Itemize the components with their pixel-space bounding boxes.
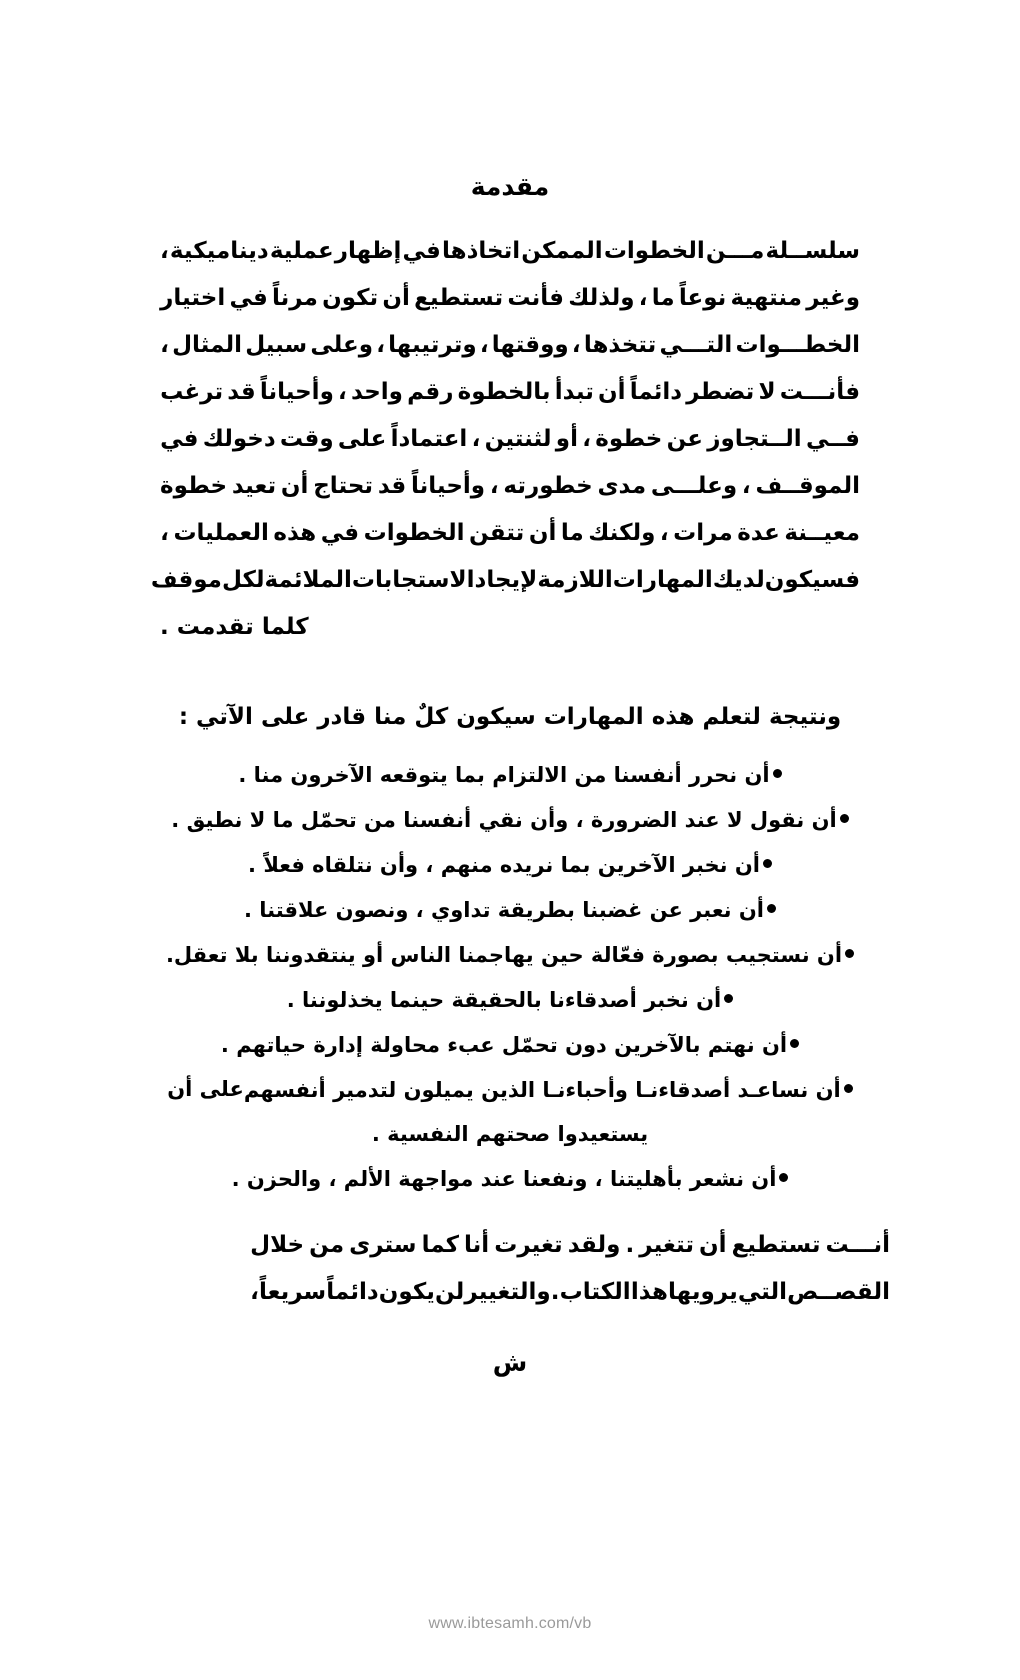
text-segment: سريعاً (258, 1279, 327, 1305)
text-segment: تحتاج (313, 473, 374, 499)
text-segment: الخطـــوات (735, 332, 860, 358)
text-segment: يكون (378, 1279, 435, 1305)
skills-bullet-list (140, 752, 880, 1201)
text-segment: التـــي (659, 332, 733, 358)
list-item-label: أن نقول لا عند الضرورة ، وأن نقي أنفسنا من تحمّل ما لا نطيق . (171, 808, 837, 832)
bullet-row (171, 797, 848, 842)
text-segment: دائماً (326, 1279, 379, 1305)
bullet-row (244, 887, 776, 932)
text-segment: أن (528, 520, 557, 546)
text-segment: ، (471, 426, 481, 452)
text-segment: . (625, 1232, 635, 1258)
text-segment: إظهار (334, 238, 402, 264)
text-segment: تعيد (231, 473, 277, 499)
text-segment: ولقد (567, 1232, 621, 1258)
text-segment: وعلـــى (650, 473, 738, 499)
text-segment: فأنت (507, 285, 564, 311)
text-segment: أو (555, 426, 578, 452)
text-segment: فــي (805, 426, 860, 452)
text-segment: في (320, 520, 360, 546)
bullet-row (166, 932, 854, 977)
list-item (140, 1067, 880, 1156)
bullet-row (287, 977, 734, 1022)
text-segment: اللازمة (537, 567, 613, 593)
text-segment: هذا (630, 1279, 668, 1305)
text-segment: خطوة (160, 473, 228, 499)
text-segment: لكل (221, 567, 265, 593)
text-segment: الــتجاوز (707, 426, 802, 452)
text-segment: ديناميكية (169, 238, 269, 264)
text-segment: لا (758, 379, 776, 405)
text-segment: أن (598, 379, 626, 405)
paragraph-line (160, 463, 860, 510)
list-item-label: أن نخبر أصدقاءنا بالحقيقة حينما يخذلوننا . (286, 988, 722, 1012)
bullet-row (244, 1067, 853, 1112)
paragraph-line: كلما تقدمت . (160, 614, 309, 640)
text-segment: العمليات (173, 520, 269, 546)
paragraph-line (160, 510, 860, 557)
text-segment: وغير (806, 285, 860, 311)
text-segment: نوعاً (678, 285, 727, 311)
text-segment: أن (382, 285, 410, 311)
text-segment: تكون (322, 285, 379, 311)
text-segment: خطوة (595, 426, 663, 452)
bullet-dot-icon (767, 904, 776, 913)
text-segment: قد (227, 379, 256, 405)
bullet-row (238, 752, 781, 797)
text-segment: موقف (150, 567, 222, 593)
text-segment: رقم (407, 379, 454, 405)
text-segment: في (229, 285, 268, 311)
list-item (140, 1156, 880, 1201)
text-segment: اتخاذها (442, 238, 521, 264)
text-segment: في (160, 426, 199, 452)
bullet-dot-icon (763, 859, 772, 868)
bullet-row (248, 842, 772, 887)
paragraph-introduction (150, 228, 860, 651)
text-segment: مرناً (272, 285, 318, 311)
text-segment: مدى (597, 473, 647, 499)
page-number: ش (492, 1348, 528, 1377)
list-item (140, 977, 880, 1022)
text-segment: ، (571, 332, 581, 358)
text-segment: تتغير (639, 1232, 694, 1258)
text-segment: وعلى (310, 332, 373, 358)
text-segment: تبدأ (554, 379, 594, 405)
text-segment: لديك (712, 567, 765, 593)
paragraph-line (250, 1222, 890, 1269)
text-segment: سترى (349, 1232, 417, 1258)
text-segment: . (550, 1279, 560, 1305)
text-segment: دائماً (629, 379, 683, 405)
bullet-dot-icon (845, 949, 854, 958)
text-segment: بالخطوة (457, 379, 551, 405)
text-segment: فسيكون (764, 567, 860, 593)
text-segment: فأنـــت (779, 379, 860, 405)
text-segment: أن (699, 1232, 727, 1258)
text-segment: الممكن (521, 238, 603, 264)
text-segment: وترتيبها (388, 332, 477, 358)
paragraph-closing (250, 1222, 890, 1316)
list-item-label: أن نخبر الآخرين بما نريده منهم ، وأن نتلقاه فعلاً . (248, 853, 760, 877)
text-segment: هذه (273, 520, 317, 546)
text-segment: المهارات (612, 567, 713, 593)
text-segment: تتقن (469, 520, 525, 546)
text-segment: ووقتها (491, 332, 569, 358)
list-item (140, 887, 880, 932)
list-item (140, 797, 880, 842)
text-segment: ، (479, 332, 489, 358)
text-segment: مـــن (705, 238, 765, 264)
text-segment: الملائمة (264, 567, 352, 593)
list-item (140, 842, 880, 887)
footer-watermark-url: www.ibtesamh.com/vb (428, 1615, 592, 1632)
text-segment: ، (160, 238, 169, 264)
text-segment: ما (560, 520, 584, 546)
text-segment: التي (737, 1279, 788, 1305)
text-segment: القصــص (787, 1279, 890, 1305)
text-segment: الكتاب (559, 1279, 631, 1305)
text-segment: سبيل (245, 332, 308, 358)
text-segment: الخطوات (363, 520, 465, 546)
paragraph-line (160, 369, 860, 416)
list-item-label: أن نساعـد أصدقاءنـا وأحباءنـا الذين يميلون لتدمير أنفسهم (243, 1078, 841, 1102)
text-segment: تغيرت (494, 1232, 563, 1258)
list-item-label: أن نشعر بأهليتنا ، ونفعنا عند مواجهة الألم ، والحزن . (231, 1167, 777, 1191)
text-segment: المثال (172, 332, 242, 358)
bullet-dot-icon (840, 814, 849, 823)
text-segment: سلســلة (765, 238, 860, 264)
text-segment: الموقــف (755, 473, 860, 499)
text-segment: والتغيير (464, 1279, 551, 1305)
text-segment: تتخذها (583, 332, 657, 358)
paragraph-skills-lead-in: ونتيجة لتعلم هذه المهارات سيكون كلٌ منا قادر على الآتي : (178, 704, 842, 730)
paragraph-line (160, 322, 860, 369)
text-segment: ، (376, 332, 385, 358)
list-item (140, 932, 880, 977)
bullet-dot-icon (779, 1173, 788, 1182)
text-segment: خلال (250, 1232, 305, 1258)
text-segment: الخطوات (603, 238, 705, 264)
text-segment: لثنتين (484, 426, 552, 452)
text-segment: عن (666, 426, 703, 452)
text-segment: تستطيع (731, 1232, 821, 1258)
text-segment: الاستجابات (351, 567, 475, 593)
text-segment: ، (338, 379, 347, 405)
text-segment: عدة (737, 520, 780, 546)
list-item-label: أن نعبر عن غضبنا بطريقة تداوي ، ونصون علاقتنا . (243, 898, 764, 922)
paragraph-line (150, 557, 860, 604)
bullet-dot-icon (844, 1084, 853, 1093)
list-item (140, 1022, 880, 1067)
bullet-dot-icon (724, 994, 733, 1003)
text-segment: ، (582, 426, 592, 452)
text-segment: وأحياناً (411, 473, 486, 499)
bullet-row (232, 1156, 789, 1201)
text-segment: على (337, 426, 387, 452)
text-segment: في (402, 238, 441, 264)
text-segment: معيــنة (784, 520, 860, 546)
text-segment: ، (659, 520, 669, 546)
text-segment: تضطر (686, 379, 755, 405)
text-segment: عملية (269, 238, 334, 264)
list-item-label: أن نحرر أنفسنا من الالتزام بما يتوقعه الآخرون منا . (238, 763, 770, 787)
text-segment: ما (651, 285, 675, 311)
text-segment: ، (638, 285, 648, 311)
list-item (140, 752, 880, 797)
paragraph-line (160, 275, 860, 322)
text-segment: ولكنك (588, 520, 656, 546)
text-segment: تستطيع (414, 285, 504, 311)
text-segment: وقت (279, 426, 334, 452)
text-segment: لإيجاد (474, 567, 538, 593)
text-segment: اعتماداً (390, 426, 468, 452)
text-segment: واحد (350, 379, 403, 405)
text-segment: ولذلك (568, 285, 635, 311)
text-segment: اختيار (160, 285, 226, 311)
text-segment: لن (434, 1279, 465, 1305)
text-segment: ، (160, 332, 169, 358)
list-item-label-continued: على أن يستعيدوا صحتهم النفسية . (167, 1077, 649, 1146)
bullet-dot-icon (790, 1039, 799, 1048)
bullet-row (221, 1022, 799, 1067)
text-segment: من (309, 1232, 345, 1258)
text-segment: ، (741, 473, 751, 499)
text-segment: ، (160, 520, 169, 546)
text-segment: خطورته (503, 473, 593, 499)
text-segment: أن (280, 473, 309, 499)
text-segment: دخولك (202, 426, 276, 452)
text-segment: قد (377, 473, 407, 499)
paragraph-line (250, 1269, 890, 1316)
text-segment: مرات (673, 520, 733, 546)
paragraph-line (160, 416, 860, 463)
text-segment: ، (250, 1279, 259, 1305)
text-segment: أنا (464, 1232, 490, 1258)
text-segment: منتهية (730, 285, 803, 311)
paragraph-line (160, 228, 860, 275)
text-segment: أنـــت (825, 1232, 890, 1258)
text-segment: كما (421, 1232, 459, 1258)
text-segment: وأحياناً (259, 379, 334, 405)
text-segment: ، (489, 473, 499, 499)
text-segment: ترغب (160, 379, 224, 405)
page-title: مقدمة (470, 172, 550, 201)
list-item-label: أن نستجيب بصورة فعّالة حين يهاجمنا الناس أو ينتقدوننا بلا تعقل. (165, 943, 843, 967)
bullet-dot-icon (773, 769, 782, 778)
text-segment: يرويها (668, 1279, 738, 1305)
list-item-label: أن نهتم بالآخرين دون تحمّل عبء محاولة إدارة حياتهم . (220, 1033, 788, 1057)
